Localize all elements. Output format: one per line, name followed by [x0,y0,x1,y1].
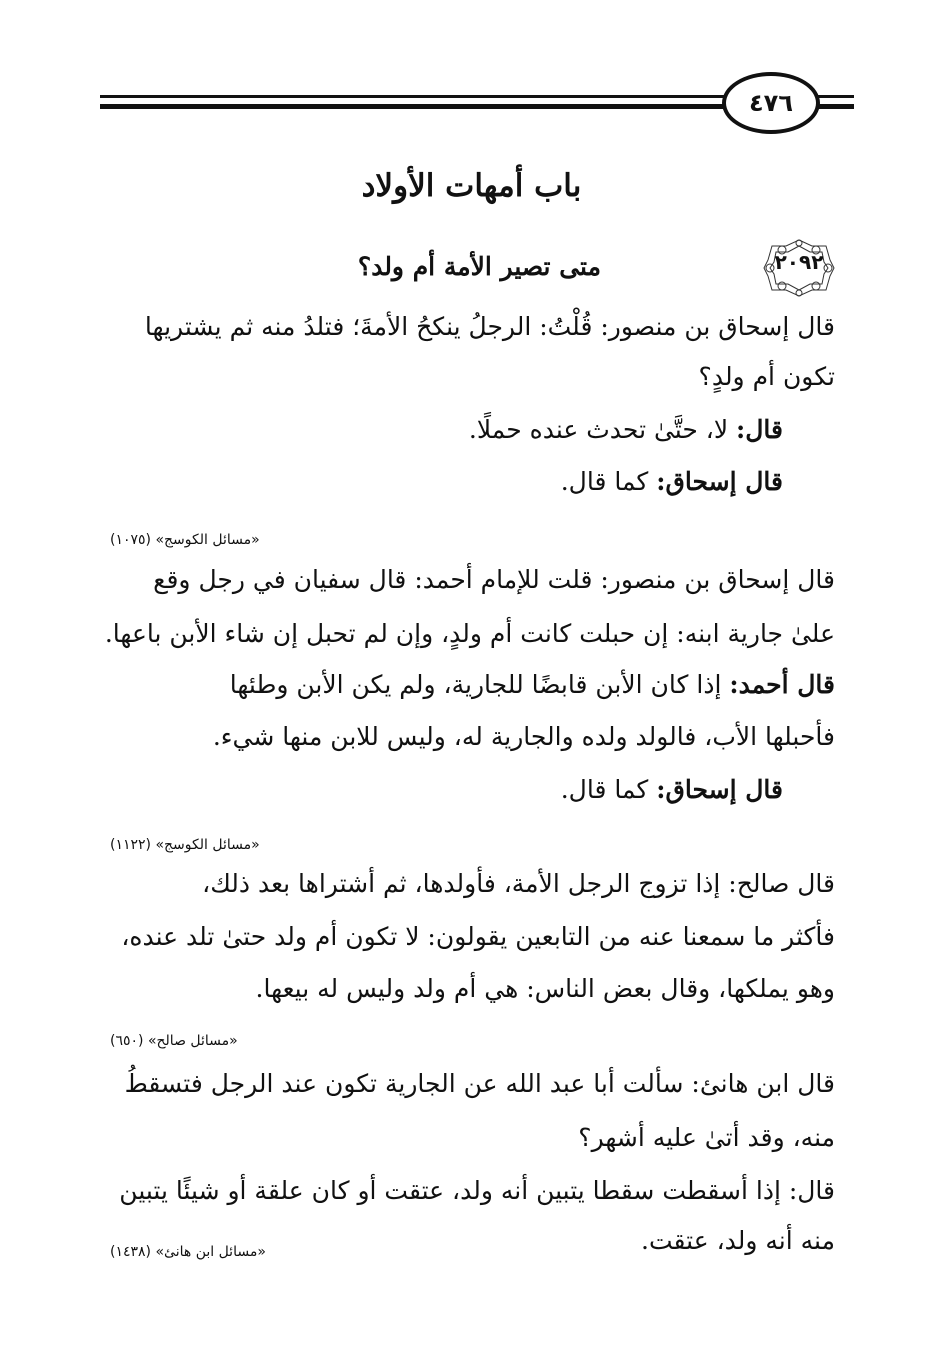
text-line: قال إسحاق بن منصور: قُلْتُ: الرجلُ ينكحُ الأمةَ؛ فتلدُ منه ثم يشتريها [144,312,835,341]
answer-line [469,413,783,447]
text-line: منه، وقد أتىٰ عليه أشهر؟ [578,1123,835,1152]
source-citation: «مسائل الكوسج» (١١٢٢) [110,837,260,853]
speaker-label: قال أحمد: [729,670,835,699]
answer-line [230,668,835,702]
page-number-badge [722,72,820,134]
answer-line [213,720,835,754]
text-line: تكون أم ولدٍ؟ [698,362,835,391]
text-line: قال إسحاق بن منصور: قلت للإمام أحمد: قال سفيان في رجل وقع [153,565,835,594]
text-line: قال صالح: إذا تزوج الرجل الأمة، فأولدها، ثم أشتراها بعد ذلك، [202,869,835,898]
text-line: قال: إذا أسقطت سقطا يتبين أنه ولد، عتقت أو كان علقة أو شيئًا يتبين [119,1176,835,1205]
header-rule-right-top [818,95,854,98]
text-line: علىٰ جارية ابنه: إن حبلت كانت أم ولدٍ، وإن لم تحبل إن شاء الأبن باعها. [104,619,835,648]
text-line: فأكثر ما سمعنا عنه من التابعين يقولون: لا تكون أم ولد حتىٰ تلد عنده، [121,922,835,951]
text-line: منه أنه ولد، عتقت. [641,1226,835,1255]
page-number: ٤٧٦ [749,89,793,117]
source-citation: «مسائل ابن هانئ» (١٤٣٨) [110,1244,266,1260]
answer-text: كما قال. [560,467,649,496]
header-rule-top [100,95,724,98]
text-line: قال ابن هانئ: سألت أبا عبد الله عن الجارية تكون عند الرجل فتسقطُ [124,1069,835,1098]
issue-number: ٢٠٩٢ [774,250,824,274]
chapter-title: باب أمهات الأولاد [361,168,582,204]
issue-title: متى تصير الأمة أم ولد؟ [357,252,601,281]
source-citation: «مسائل صالح» (٦٥٠) [110,1033,238,1049]
answer-line [561,773,783,807]
header-rule-right-bottom [818,104,854,109]
speaker-label: قال إسحاق: [656,775,783,804]
header-rule-bottom [100,104,724,109]
answer-text: كما قال. [560,775,649,804]
speaker-label: قال إسحاق: [656,467,783,496]
answer-text: إذا كان الأبن قابضًا للجارية، ولم يكن الأبن وطئها [229,670,722,699]
speaker-label: قال: [736,415,783,444]
text-line: وهو يملكها، وقال بعض الناس: هي أم ولد وليس له بيعها. [255,974,835,1003]
answer-line [561,465,783,499]
source-citation: «مسائل الكوسج» (١٠٧٥) [110,532,260,548]
answer-text: لا، حتَّىٰ تحدث عنده حملًا. [468,415,729,444]
answer-text: فأحبلها الأب، فالولد ولده والجارية له، وليس للابن منها شيء. [212,722,835,751]
